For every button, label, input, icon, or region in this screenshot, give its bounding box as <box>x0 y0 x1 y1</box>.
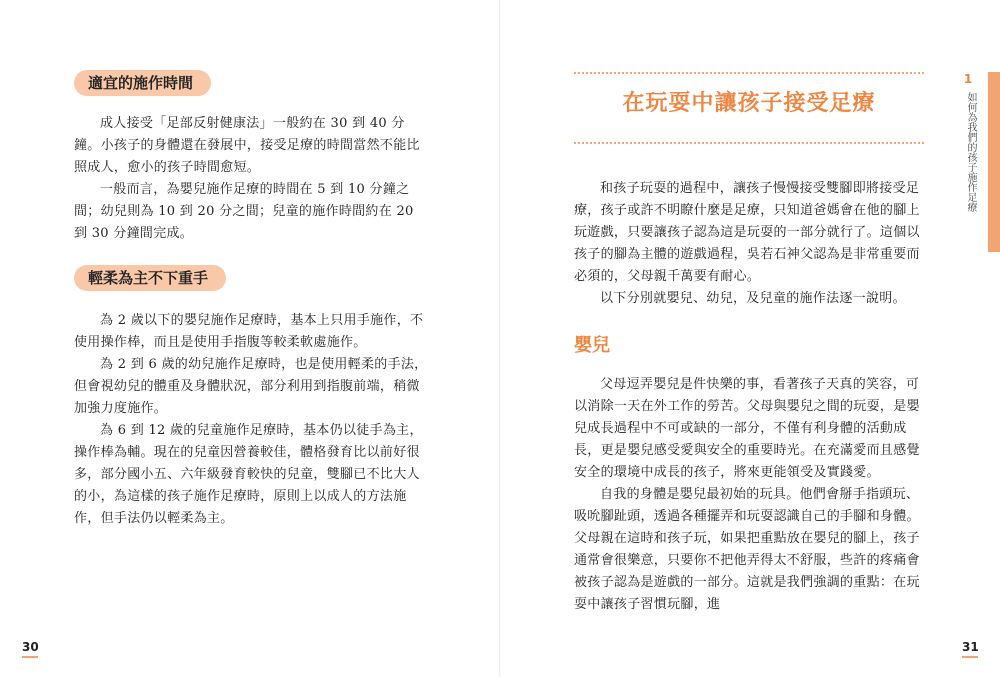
chapter-section-title: 在玩耍中讓孩子接受足療 <box>622 91 876 116</box>
paragraph: 成人接受「足部反射健康法」一般約在 30 到 40 分鐘。小孩子的身體還在發展中，接受足療的時間當然不能比照成人，愈小的孩子時間愈短。 <box>74 116 420 175</box>
chapter-number: 1 <box>963 72 973 86</box>
paragraph: 和孩子玩耍的過程中，讓孩子慢慢接受雙腳即將接受足療，孩子或許不明瞭什麼是足療，只知道爸媽會在他的腳上玩遊戲，只要讓孩子認為這是玩耍的一部分就行了。這個以孩子的腳為主體的遊戲過程，吳若石神父認為是非常重要而必須的，父母親千萬要有耐心。 <box>574 181 920 284</box>
paragraph: 為 2 歲以下的嬰兒施作足療時，基本上只用手施作，不使用操作棒，而且是使用手指腹等較柔軟處施作。 <box>74 313 424 350</box>
paragraph: 一般而言，為嬰兒施作足療的時間在 5 到 10 分鐘之間；幼兒則為 10 到 20 分之間；兒童的施作時間約在 20 到 30 分鐘間完成。 <box>74 182 414 241</box>
title-top-rule <box>574 72 924 74</box>
paragraph: 自我的身體是嬰兒最初始的玩具。他們會掰手指頭玩、吸吮腳趾頭，透過各種擺弄和玩耍認識自己的手腳和身體。父母親在這時和孩子玩，如果把重點放在嬰兒的腳上，孩子通常會很樂意，只要你不把他弄得太不舒服，些許的疼痛會被孩子認為是遊戲的一部分。這就是我們強調的重點：在玩耍中讓孩子習慣玩腳，進 <box>574 487 920 612</box>
book-gutter <box>499 0 501 677</box>
paragraph: 為 2 到 6 歲的幼兒施作足療時，也是使用輕柔的手法，但會視幼兒的體重及身體狀況，部分利用到指腹前端，稍微加強力度施作。 <box>74 357 428 416</box>
page-number-right: 31 <box>962 640 979 654</box>
section-heading-timing: 適宜的施作時間 <box>74 70 211 96</box>
chapter-title-vertical: 如何為我們的孩子施作足療 <box>965 92 976 212</box>
chapter-side-tab <box>988 72 1000 252</box>
intro-body <box>574 178 930 310</box>
page-number-left: 30 <box>22 640 39 654</box>
subheading-baby: 嬰兒 <box>574 335 610 356</box>
paragraph: 以下分別就嬰兒、幼兒，及兒童的施作法逐一說明。 <box>600 291 906 306</box>
section-heading-gentle: 輕柔為主不下重手 <box>74 265 226 291</box>
title-bottom-rule <box>574 142 924 144</box>
page-number-bar-left <box>22 656 38 658</box>
paragraph: 父母逗弄嬰兒是件快樂的事，看著孩子天真的笑容，可以消除一天在外工作的勞苦。父母與嬰兒之間的玩耍，是嬰兒成長過程中不可或缺的一部分，不僅有利身體的活動成長，更是嬰兒感受愛與安全的重要時光。在充滿愛而且感覺安全的環境中成長的孩子，將來更能領受及實踐愛。 <box>574 377 920 480</box>
page-number-bar-right <box>962 656 978 658</box>
baby-body <box>574 374 930 616</box>
section-body-gentle <box>74 310 430 530</box>
section-body-timing <box>74 113 430 245</box>
paragraph: 為 6 到 12 歲的兒童施作足療時，基本仍以徒手為主，操作棒為輔。現在的兒童因營養較佳，體格發育比以前好很多，部分國小五、六年級發育較快的兒童，雙腳已不比大人的小，為這樣的孩子施作足療時，原則上以成人的方法施作，但手法仍以輕柔為主。 <box>74 423 423 526</box>
